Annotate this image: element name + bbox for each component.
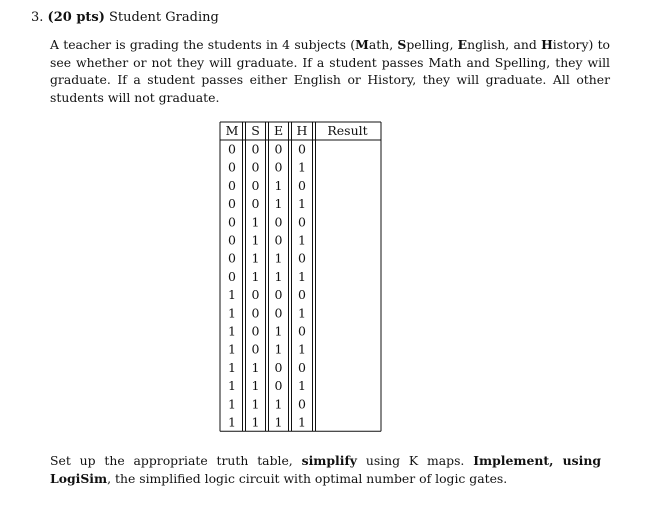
table-cell: 1 xyxy=(298,232,306,248)
table-cell: 1 xyxy=(298,159,306,175)
header-cell-m: M xyxy=(225,123,239,138)
table-cell: 1 xyxy=(274,341,283,357)
table-cell: 0 xyxy=(298,141,306,157)
table-cell: 1 xyxy=(228,378,236,394)
table-cell: 0 xyxy=(251,141,260,157)
table-cell: 1 xyxy=(251,378,260,394)
table-cell: 1 xyxy=(274,177,283,193)
problem-heading xyxy=(31,9,219,27)
table-cell: 0 xyxy=(228,141,236,157)
spelling-initial: S xyxy=(397,37,407,52)
table-cell: 1 xyxy=(298,414,306,430)
table-cell: 1 xyxy=(298,378,306,394)
table-cell: 0 xyxy=(251,287,260,303)
table-cell: 1 xyxy=(274,396,283,412)
truth-table xyxy=(219,121,382,433)
table-cell: 1 xyxy=(274,268,283,284)
table-cell: 0 xyxy=(228,159,236,175)
table-cell: 0 xyxy=(228,250,236,266)
problem-description xyxy=(50,36,610,106)
table-cell: 0 xyxy=(228,268,236,284)
table-cell: 1 xyxy=(228,287,236,303)
table-cell: 1 xyxy=(274,250,283,266)
table-cell: 0 xyxy=(274,378,283,394)
table-cell: 0 xyxy=(274,359,283,375)
table-cell: 1 xyxy=(251,232,260,248)
table-cell: 0 xyxy=(228,177,236,193)
table-cell: 0 xyxy=(274,305,283,321)
header-cell-result: Result xyxy=(327,123,368,138)
history-initial: H xyxy=(541,37,553,52)
intro-text-1: A teacher is grading the students in 4 subjects ( xyxy=(50,37,356,52)
table-cell: 0 xyxy=(251,305,260,321)
table-cell: 1 xyxy=(251,250,260,266)
table-cell: 0 xyxy=(251,159,260,175)
table-cell: 0 xyxy=(298,177,306,193)
header-cell-e: E xyxy=(273,123,284,138)
math-rest: ath, xyxy=(368,37,398,52)
implement-keyword: Implement, using LogiSim xyxy=(50,453,602,486)
instructions-text-3: , the simplified logic circuit with optimal number of logic gates. xyxy=(107,471,508,486)
problem-points: (20 pts) xyxy=(47,10,105,25)
table-cell: 1 xyxy=(274,323,283,339)
table-cell: 1 xyxy=(298,341,306,357)
table-cell: 0 xyxy=(274,287,283,303)
table-cell: 1 xyxy=(251,359,260,375)
table-cell: 1 xyxy=(228,396,236,412)
table-cell: 1 xyxy=(228,359,236,375)
table-cell: 1 xyxy=(251,396,260,412)
table-cell: 0 xyxy=(298,359,306,375)
math-initial: M xyxy=(355,37,369,52)
table-cell: 1 xyxy=(228,305,236,321)
simplify-keyword: simplify xyxy=(301,453,357,468)
table-cell: 0 xyxy=(251,323,260,339)
problem-title: Student Grading xyxy=(109,10,219,25)
instructions xyxy=(50,452,601,488)
table-cell: 1 xyxy=(228,323,236,339)
header-cell-h: H xyxy=(296,123,308,138)
table-cell: 1 xyxy=(251,414,260,430)
table-cell: 1 xyxy=(228,341,236,357)
table-cell: 0 xyxy=(298,396,306,412)
table-cell: 0 xyxy=(298,214,306,230)
table-cell: 0 xyxy=(228,196,236,212)
table-cell: 0 xyxy=(298,287,306,303)
table-cell: 0 xyxy=(251,341,260,357)
table-cell: 0 xyxy=(298,323,306,339)
header-cell-s: S xyxy=(251,123,260,138)
table-cell: 1 xyxy=(274,414,283,430)
table-cell: 0 xyxy=(274,141,283,157)
instructions-text-2: using K maps. xyxy=(357,453,474,468)
table-cell: 1 xyxy=(298,305,306,321)
instructions-text-1: Set up the appropriate truth table, xyxy=(50,453,302,468)
table-cell: 0 xyxy=(228,232,236,248)
table-cell: 0 xyxy=(228,214,236,230)
history-rest: istory xyxy=(552,37,589,52)
table-cell: 1 xyxy=(228,414,236,430)
table-cell: 0 xyxy=(251,196,260,212)
table-cell: 0 xyxy=(298,250,306,266)
spelling-rest: pelling, xyxy=(406,37,458,52)
english-rest: nglish, and xyxy=(467,37,542,52)
english-initial: E xyxy=(457,37,468,52)
table-cell: 1 xyxy=(274,196,283,212)
table-cell: 0 xyxy=(274,232,283,248)
table-cell: 0 xyxy=(274,214,283,230)
table-cell: 1 xyxy=(251,214,260,230)
table-cell: 1 xyxy=(298,196,306,212)
truth-table-grid xyxy=(219,121,382,433)
intro-text-2: ) to see whether or not they will graduate. If a student passes Math and Spelling, they will graduate. If a student passes either English or History, they will graduate. All other students will not graduate. xyxy=(50,37,611,105)
table-cell: 1 xyxy=(298,268,306,284)
table-cell: 0 xyxy=(251,177,260,193)
table-cell: 0 xyxy=(274,159,283,175)
problem-number: 3. xyxy=(31,10,44,25)
table-cell: 1 xyxy=(251,268,260,284)
